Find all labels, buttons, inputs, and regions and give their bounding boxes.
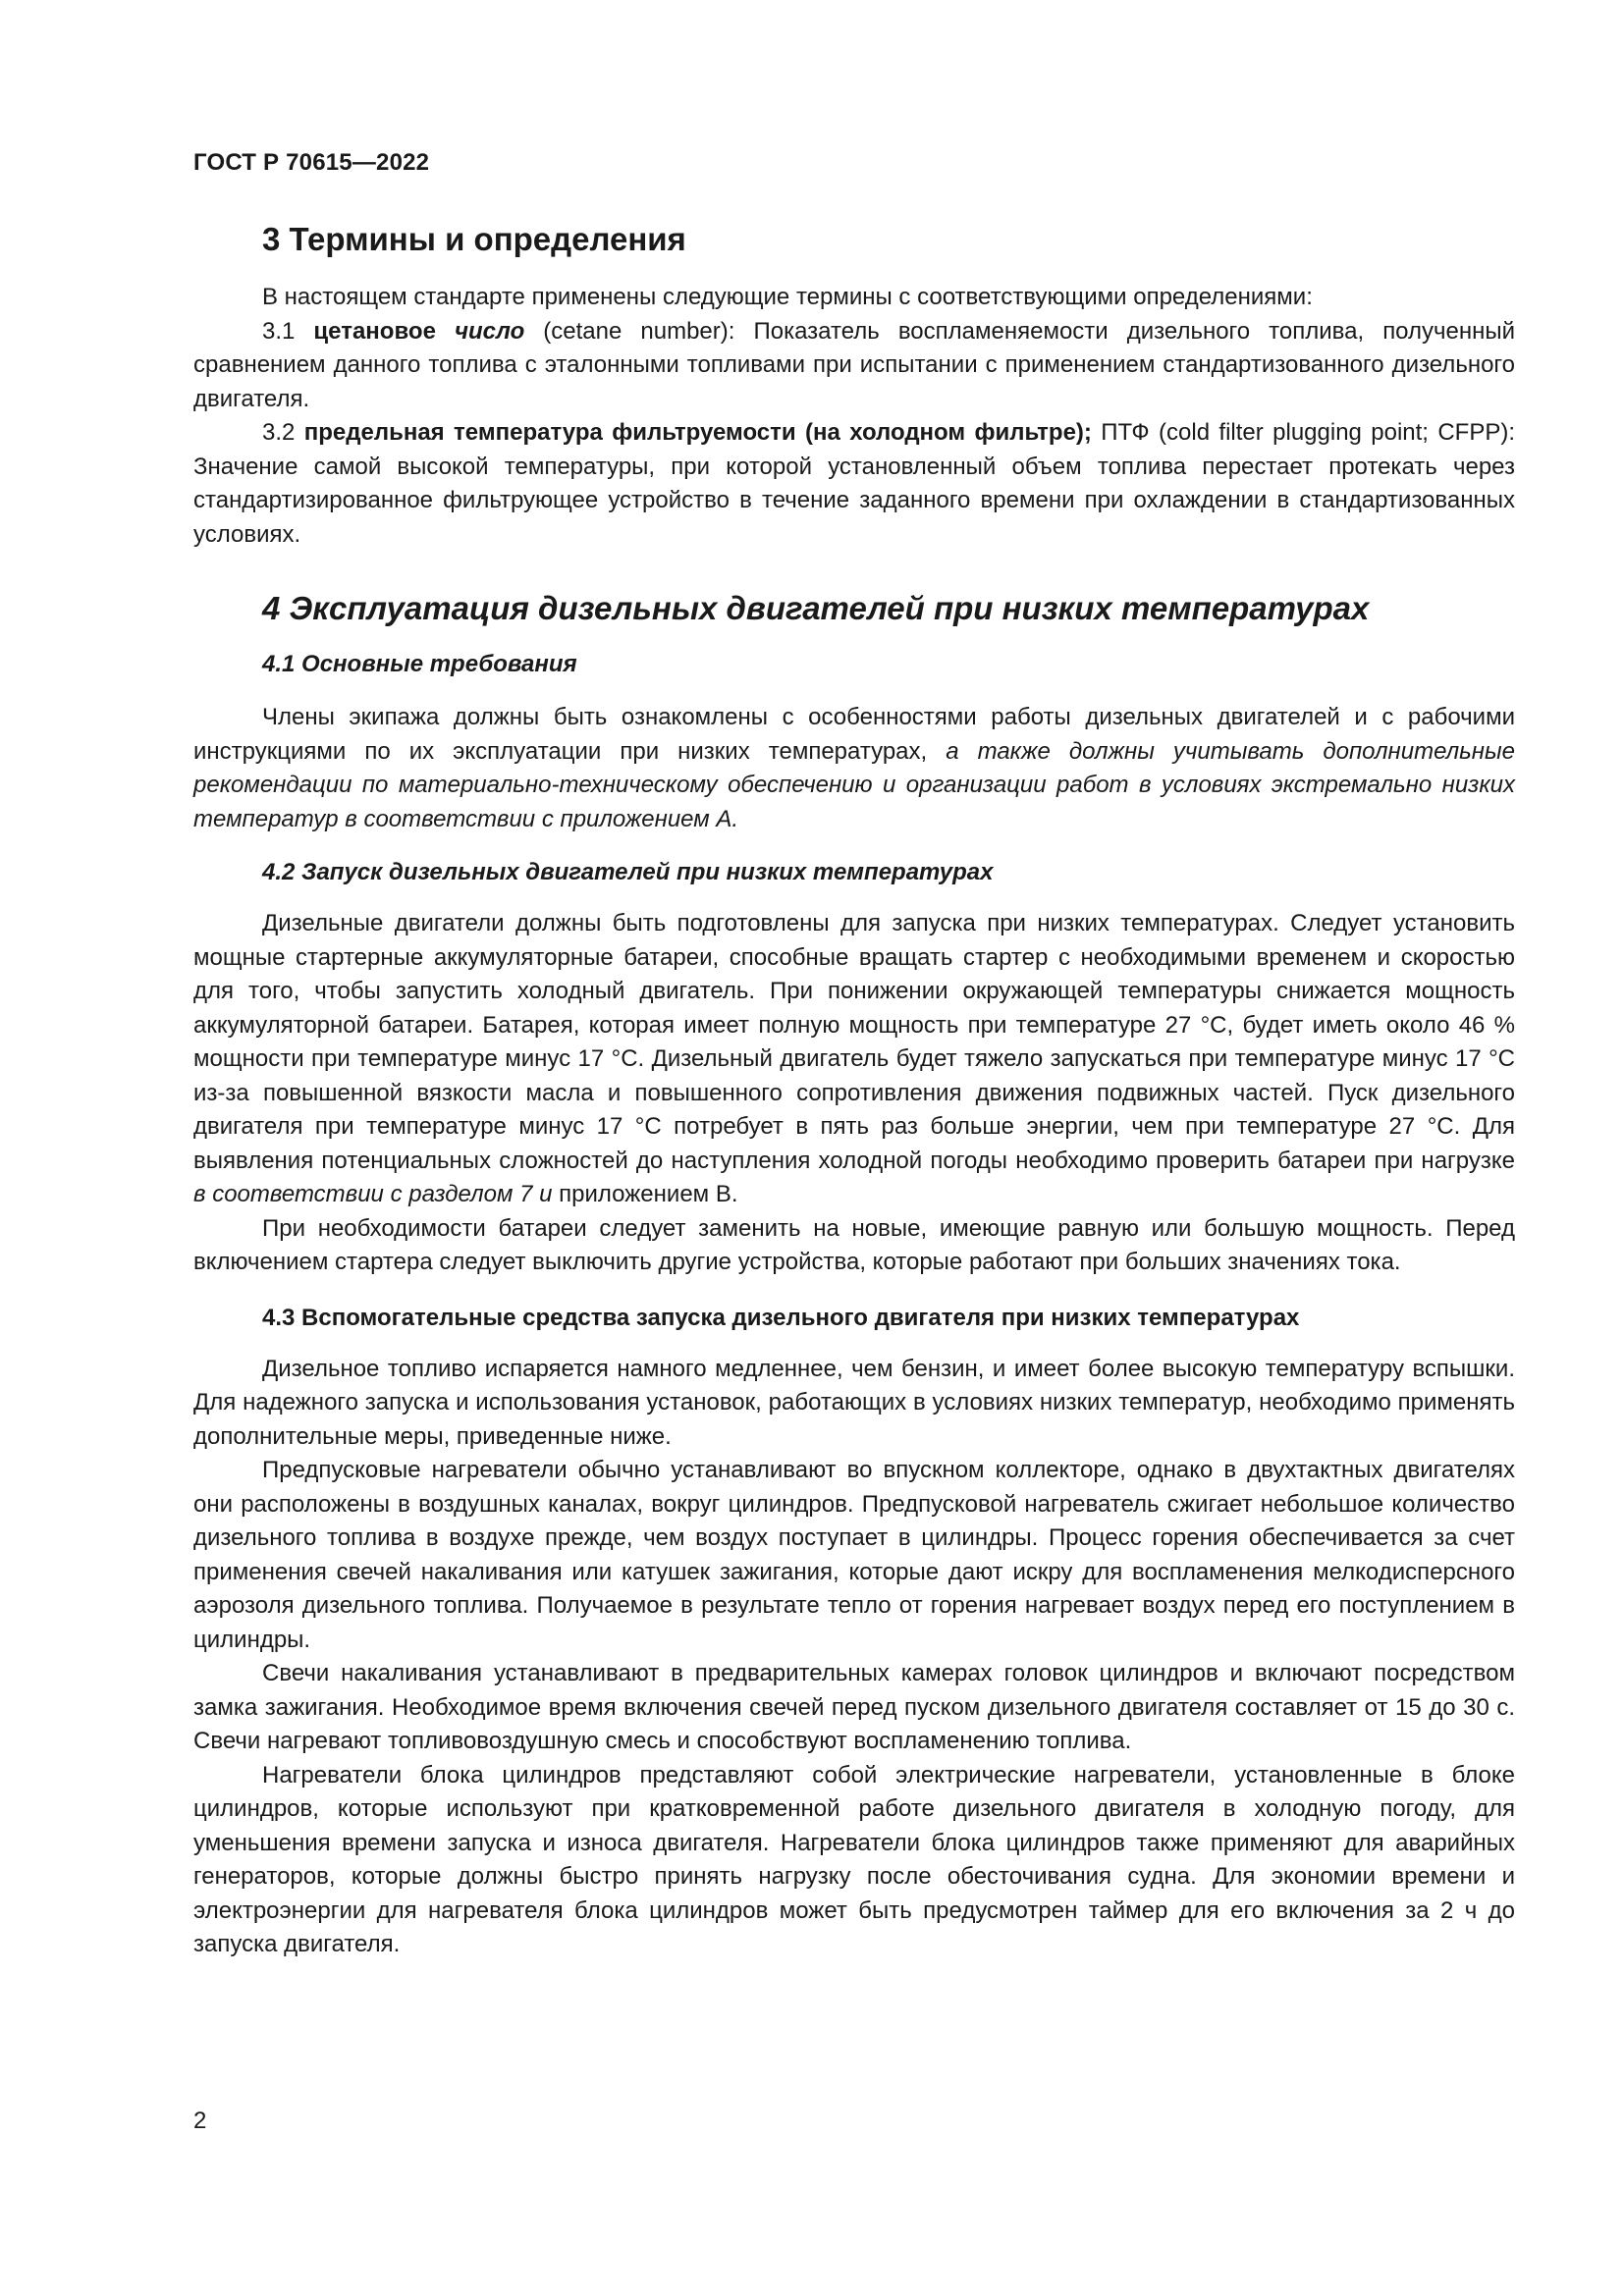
subsection-4-3-paragraph-1: Дизельное топливо испаряется намного медленнее, чем бензин, и имеет более высокую температуру вспышки. Для надежного запуска и использования установок, работающих в условиях низких температур, необходимо применять дополнительные меры, приведенные ниже. [193, 1355, 1515, 1450]
page-content [193, 218, 1515, 1962]
section-4-title: 4 Эксплуатация дизельных двигателей при низких температурах [262, 590, 1370, 626]
subsection-4-3-paragraph-2: Предпусковые нагреватели обычно устанавливают во впускном коллекторе, однако в двухтактных двигателях они расположены в воздушных каналах, вокруг цилиндров. Предпусковой нагреватель сжигает небольшое количество дизельного топлива в воздухе прежде, чем воздух поступает в цилиндры. Процесс горения обеспечивается за счет применения свечей накаливания или катушек зажигания, которые дают искру для воспламенения мелкодисперсного аэрозоля дизельного топлива. Получаемое в результате тепло от горения нагревает воздух перед его поступлением в цилиндры. [193, 1457, 1515, 1653]
page-number: 2 [193, 2108, 207, 2134]
section-3-title: 3 Термины и определения [262, 221, 686, 257]
section-3-intro: В настоящем стандарте применены следующие термины с соответствующими определениями: [262, 284, 1313, 310]
subsection-4-1-paragraph [193, 701, 1515, 836]
definition-3-1-term: цетановое [313, 317, 455, 345]
subsection-4-2-text-italic: в соответствии с разделом 7 и [193, 1181, 553, 1207]
definition-3-1-term-italic: число [454, 317, 525, 345]
definition-3-2 [193, 416, 1515, 552]
subsection-4-2-paragraph-2: При необходимости батареи следует заменить на новые, имеющие равную или большую мощность. Перед включением стартера следует выключить другие устройства, которые работают при больших значениях тока. [193, 1214, 1515, 1275]
definition-3-2-text: ПТФ (cold filter plugging point; CFPP): Значение самой высокой температуры, при которой установленный объем топлива перестает протекать через стандартизированное фильтрующее устройство в течение заданного времени при охлаждении в стандартизованных условиях. [193, 419, 1516, 548]
subsection-4-3-title: 4.3 Вспомогательные средства запуска дизельного двигателя при низких температурах [262, 1304, 1300, 1331]
subsection-4-1-text-italic: а также должны учитывать дополнительные рекомендации по материально-техническому обеспечению и организации работ в условиях экстремально низких температур в соответствии с приложением А. [193, 737, 1515, 832]
subsection-4-3-paragraph-3: Свечи накаливания устанавливают в предварительных камерах головок цилиндров и включают посредством замка зажигания. Необходимое время включения свечей перед пуском дизельного двигателя составляет от 15 до 30 с. Свечи нагревают топливовоздушную смесь и способствуют воспламенению топлива. [193, 1660, 1515, 1754]
definition-3-1 [193, 315, 1515, 417]
subsection-4-1-title: 4.1 Основные требования [262, 651, 577, 677]
subsection-4-2-title: 4.2 Запуск дизельных двигателей при низких температурах [262, 859, 994, 885]
subsection-4-1-text: Члены экипажа должны быть ознакомлены с особенностями работы дизельных двигателей и с рабочими инструкциями по их эксплуатации при низких температурах, [193, 704, 1515, 765]
definition-3-2-number: 3.2 [262, 419, 304, 446]
definition-3-1-number: 3.1 [262, 317, 314, 345]
definition-3-1-text: (cetane number): Показатель воспламеняемости дизельного топлива, полученный сравнением данного топлива с эталонными топливами при испытании с применением стандартизованного дизельного двигателя. [193, 317, 1516, 412]
subsection-4-2-text: Дизельные двигатели должны быть подготовлены для запуска при низких температурах. Следует установить мощные стартерные аккумуляторные батареи, способные вращать стартер с необходимыми временем и скоростью для того, чтобы запустить холодный двигатель. При понижении окружающей температуры снижается мощность аккумуляторной батареи. Батарея, которая имеет полную мощность при температуре 27 °С, будет иметь около 46 % мощности при температуре минус 17 °С. Дизельный двигатель будет тяжело запускаться при температуре минус 17 °С из-за повышенной вязкости масла и повышенного сопротивления движения подвижных частей. Пуск дизельного двигателя при температуре минус 17 °С потребует в пять раз больше энергии, чем при температуре 27 °С. Для выявления потенциальных сложностей до наступления холодной погоды необходимо проверить батареи при нагрузке [193, 910, 1515, 1174]
subsection-4-2-text-end: приложением В. [552, 1181, 738, 1207]
document-code: ГОСТ Р 70615—2022 [193, 149, 430, 176]
subsection-4-3-paragraph-4: Нагреватели блока цилиндров представляют собой электрические нагреватели, установленные в блоке цилиндров, которые используют при кратковременной работе дизельного двигателя в холодную погоду, для уменьшения времени запуска и износа двигателя. Нагреватели блока цилиндров также применяют для аварийных генераторов, которые должны быстро принять нагрузку после обесточивания судна. Для экономии времени и электроэнергии для нагревателя блока цилиндров может быть предусмотрен таймер для его включения за 2 ч до запуска двигателя. [193, 1761, 1515, 1957]
subsection-4-2-paragraph-1 [193, 907, 1515, 1212]
definition-3-2-term: предельная температура фильтруемости (на холодном фильтре); [303, 419, 1092, 446]
